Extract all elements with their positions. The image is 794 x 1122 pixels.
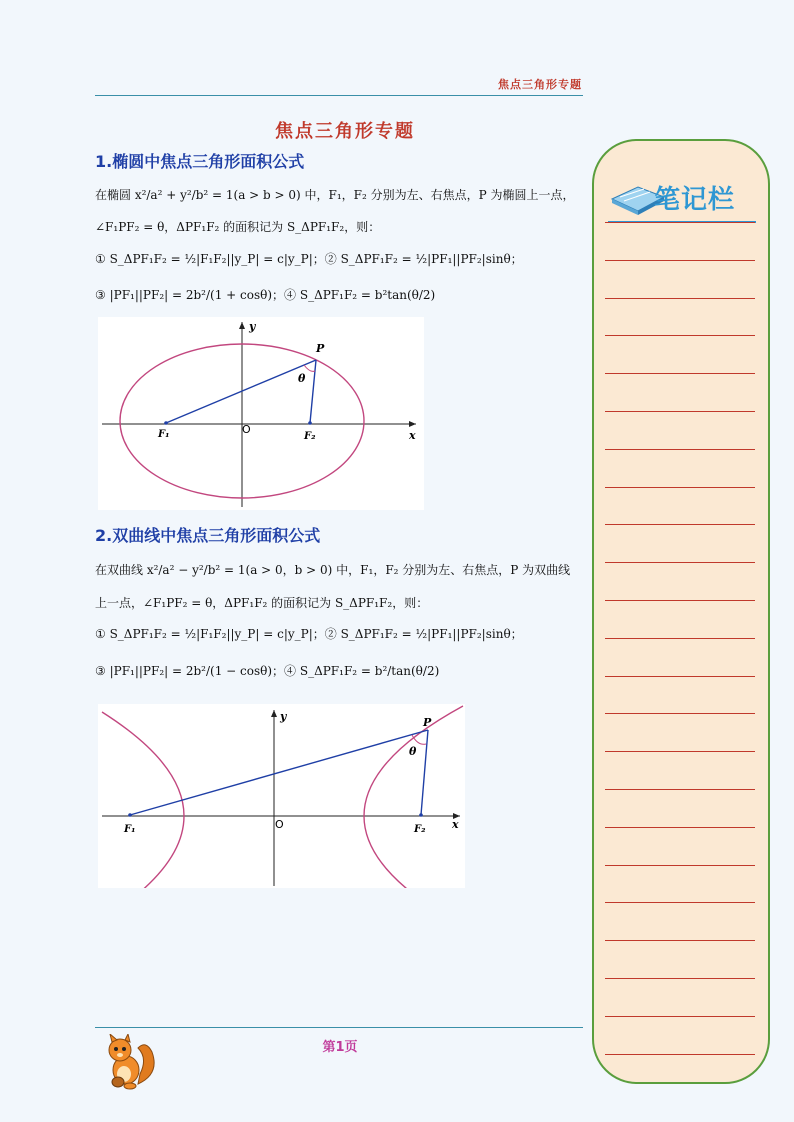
footer-rule: [95, 1027, 583, 1028]
ellipse-formula-line: ③ |PF₁||PF₂| = 2b²/(1 + cosθ)；④ S_ΔPF₁F₂ = b²tan(θ/2): [95, 288, 436, 302]
section-heading-ellipse: 1.椭圆中焦点三角形面积公式: [95, 152, 305, 171]
hyperbola-diagram: [98, 704, 465, 888]
note-line: [605, 902, 755, 903]
hyperbola-formula-line: ③ |PF₁||PF₂| = 2b²/(1 − cosθ)；④ S_ΔPF₁F₂ = b²/tan(θ/2): [95, 664, 440, 678]
f1-label: F₁: [158, 429, 170, 440]
p-label: P: [423, 716, 432, 729]
ellipse-diagram: [98, 317, 424, 510]
ellipse-figure: [98, 317, 424, 510]
note-line: [605, 940, 755, 941]
mascot: [100, 1034, 160, 1094]
note-line: [605, 373, 755, 374]
header-label: 焦点三角形专题: [498, 78, 582, 91]
f1-label: F₁: [124, 824, 136, 835]
header-rule: [95, 95, 583, 96]
section-heading-hyperbola: 2.双曲线中焦点三角形面积公式: [95, 526, 321, 545]
note-line: [605, 713, 755, 714]
hyperbola-figure: [98, 704, 465, 888]
y-axis-label: y: [249, 320, 256, 333]
note-line: [605, 1054, 755, 1055]
notes-title: 笔记栏: [654, 185, 736, 215]
theta-label: θ: [298, 372, 306, 385]
note-line: [605, 827, 755, 828]
note-line: [605, 298, 755, 299]
note-line: [605, 449, 755, 450]
squirrel-mascot-icon: [100, 1034, 160, 1090]
note-line: [605, 600, 755, 601]
note-line: [605, 335, 755, 336]
x-axis-label: x: [409, 429, 416, 442]
hyperbola-formula-line: ① S_ΔPF₁F₂ = ½|F₁F₂||y_P| = c|y_P|；② S_ΔPF₁F₂ = ½|PF₁||PF₂|sinθ；: [95, 627, 523, 641]
theta-label: θ: [409, 745, 417, 758]
note-line: [605, 487, 755, 488]
x-axis-label: x: [452, 818, 459, 831]
notes-panel: [592, 139, 770, 1084]
note-line: [605, 638, 755, 639]
note-line: [605, 789, 755, 790]
note-line: [605, 562, 755, 563]
ellipse-formula-line: ① S_ΔPF₁F₂ = ½|F₁F₂||y_P| = c|y_P|；② S_ΔPF₁F₂ = ½|PF₁||PF₂|sinθ；: [95, 252, 523, 266]
hyperbola-text-line: 上一点，∠F₁PF₂ = θ，ΔPF₁F₂ 的面积记为 S_ΔPF₁F₂，则：: [95, 596, 429, 610]
ellipse-text-line: 在椭圆 x²/a² + y²/b² = 1(a > b > 0) 中，F₁，F₂ 分别为左、右焦点，P 为椭圆上一点，: [95, 188, 575, 202]
note-line: [605, 260, 755, 261]
f2-label: F₂: [414, 824, 426, 835]
hyperbola-text-line: 在双曲线 x²/a² − y²/b² = 1(a > 0，b > 0) 中，F₁，F₂ 分别为左、右焦点，P 为双曲线: [95, 563, 571, 577]
origin-label: O: [275, 818, 284, 831]
note-line: [605, 1016, 755, 1017]
ellipse-text-line: ∠F₁PF₂ = θ，ΔPF₁F₂ 的面积记为 S_ΔPF₁F₂，则：: [95, 220, 381, 234]
page-title: 焦点三角形专题: [275, 121, 415, 142]
p-label: P: [316, 342, 325, 355]
note-line: [605, 676, 755, 677]
note-line: [605, 411, 755, 412]
y-axis-label: y: [280, 710, 287, 723]
f2-label: F₂: [304, 431, 316, 442]
page-number: 第1页: [322, 1040, 358, 1055]
note-line: [605, 524, 755, 525]
note-line: [605, 865, 755, 866]
note-line: [605, 978, 755, 979]
note-line: [605, 751, 755, 752]
note-line: [605, 222, 755, 223]
origin-label: O: [242, 423, 251, 436]
